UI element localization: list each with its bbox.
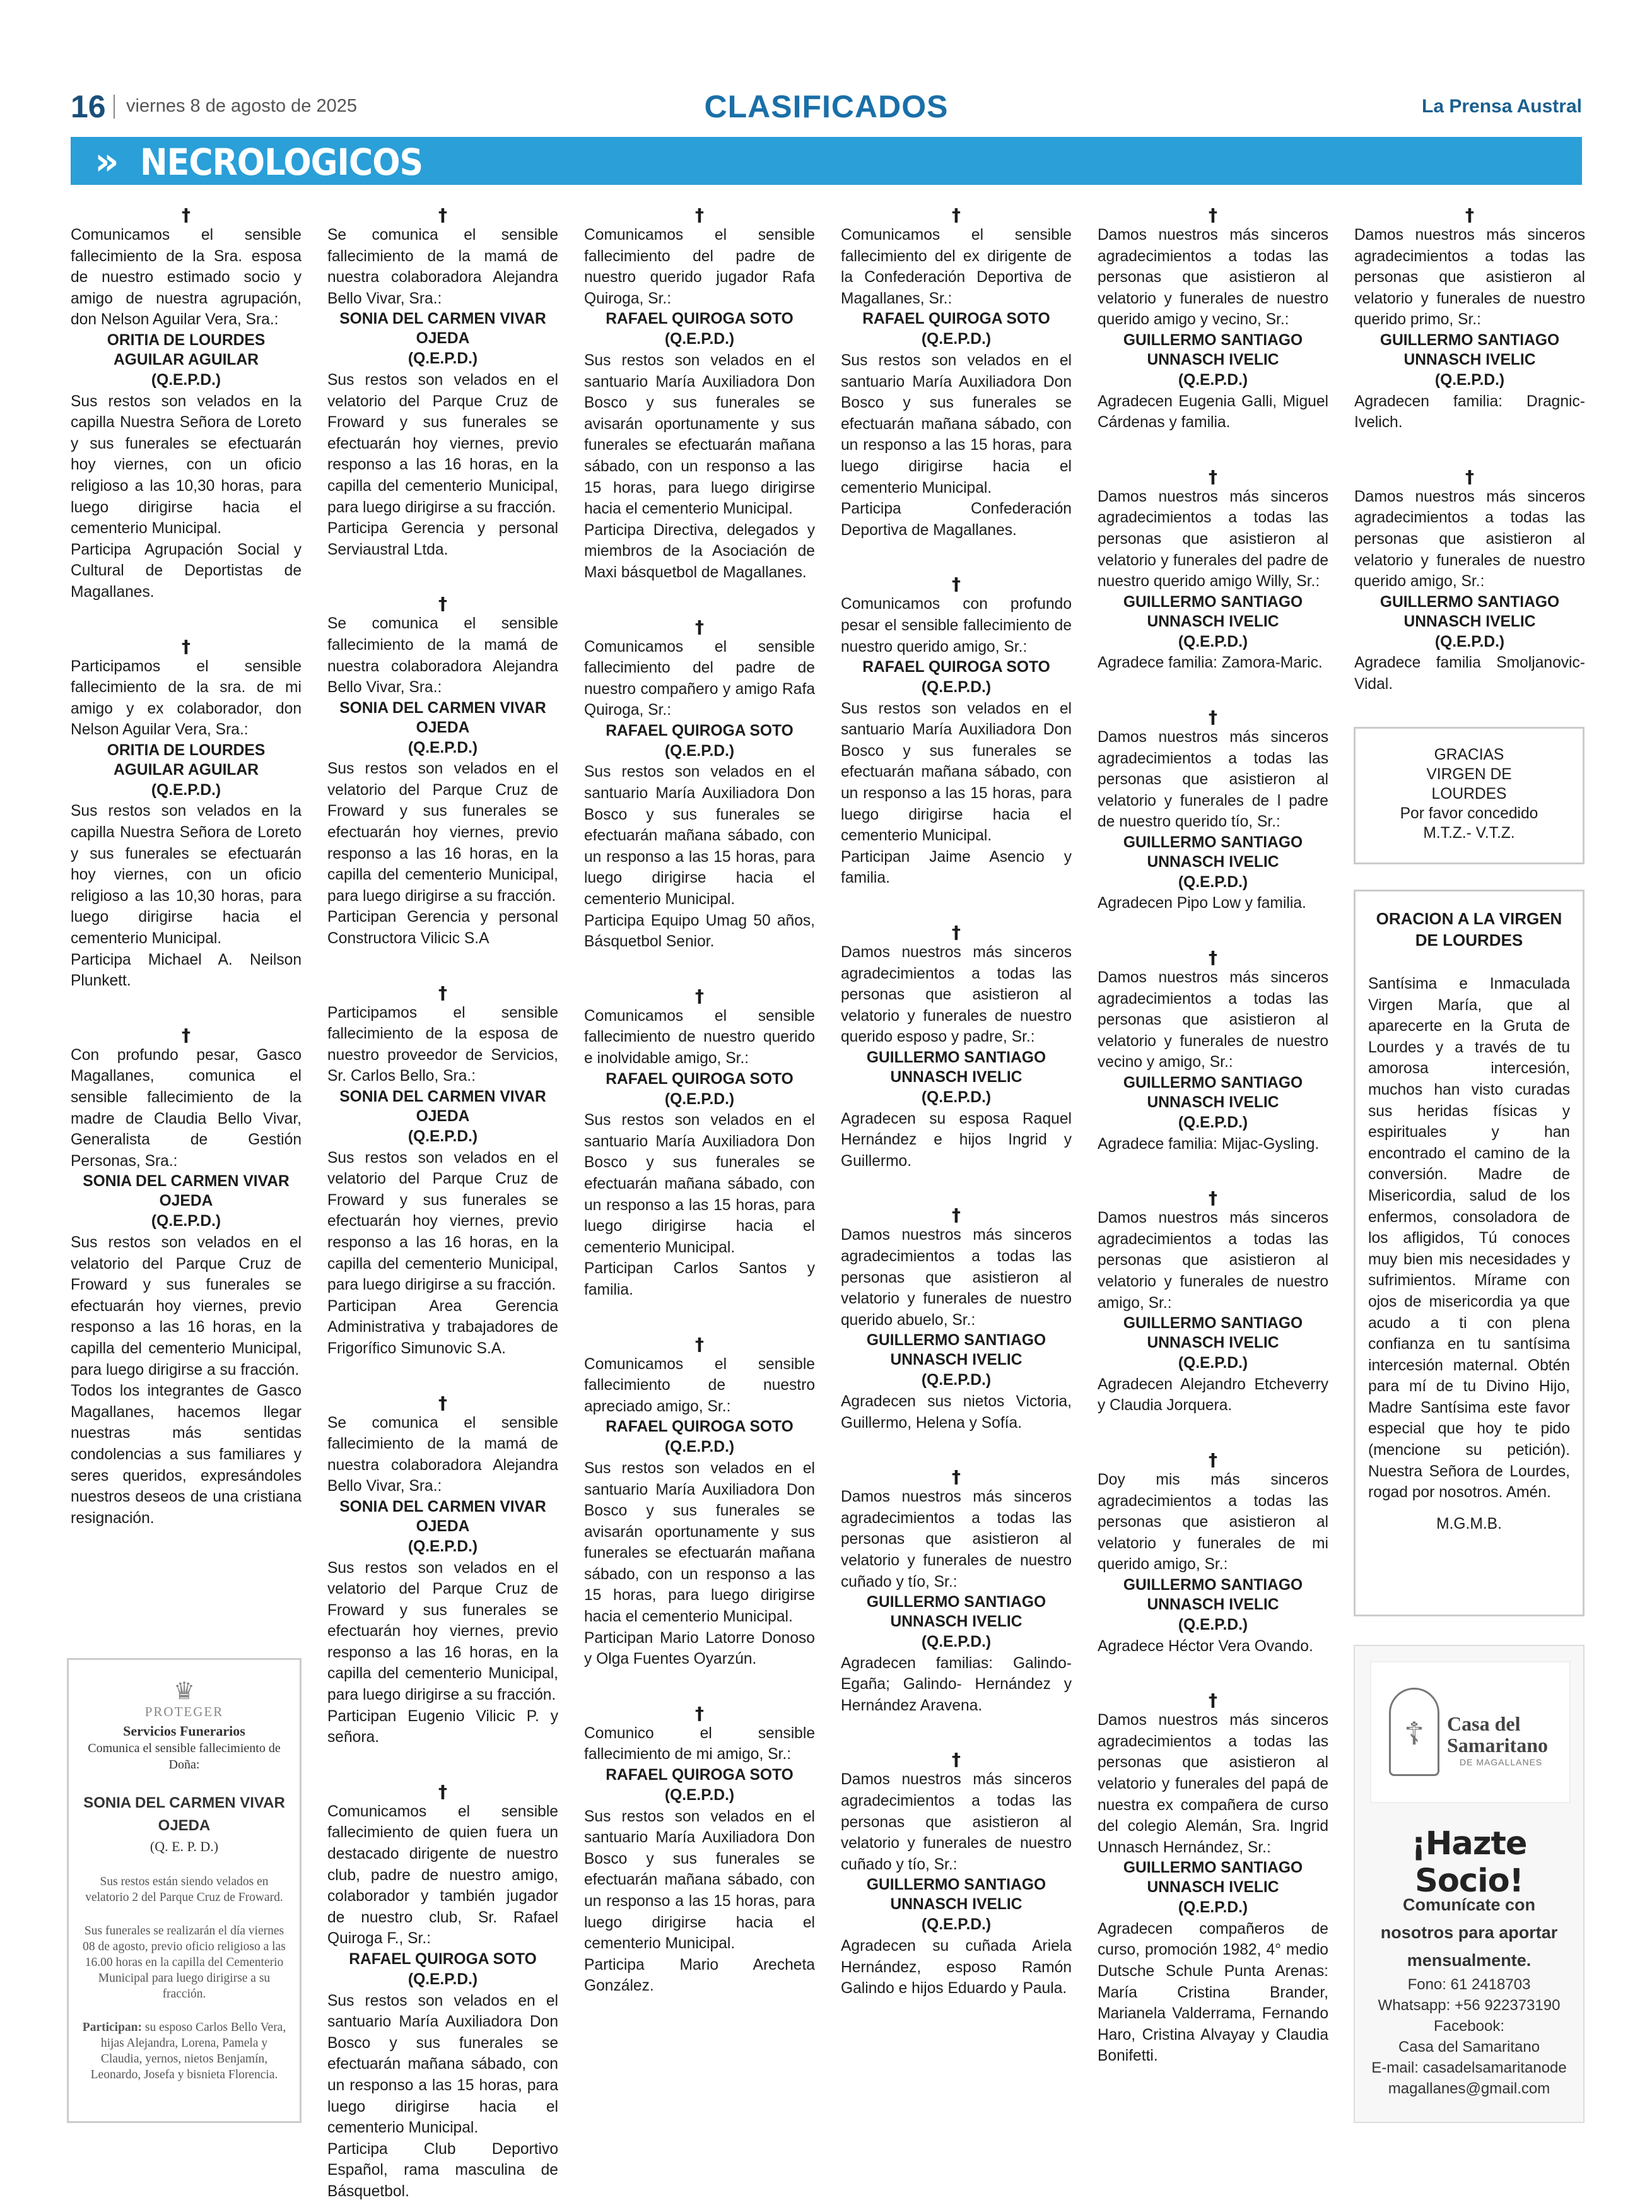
page-number: 16 bbox=[71, 89, 106, 124]
column-1 bbox=[71, 206, 302, 1563]
hazte-socio-heading: ¡Hazte Socio! bbox=[1411, 1825, 1527, 1900]
cross-icon: † bbox=[1209, 1690, 1217, 1711]
ad-qepd: (Q. E. P. D.) bbox=[149, 1838, 219, 1854]
notice-intro: Se comunica el sensible fallecimiento de la mamá de nuestra colaboradora Alejandra Bello Vivar, Sra.: bbox=[327, 615, 558, 697]
gracias-line-3: LOURDES bbox=[1431, 785, 1507, 803]
samaritano-whatsapp: Whatsapp: +56 922373190 bbox=[1378, 1997, 1561, 2014]
cross-icon: † bbox=[1209, 204, 1217, 225]
obituary-notice bbox=[1354, 468, 1585, 695]
oracion-title: ORACION A LA VIRGEN DE LOURDES bbox=[1376, 909, 1562, 950]
cross-icon: † bbox=[695, 1333, 704, 1355]
notice-intro: Comunicamos el sensible fallecimiento de quien fuera un destacado dirigente de nuestro club, padre de nuestro amigo, colaborador y también jugador de nuestro club, Sr. Rafael Quiroga F., Sr.: bbox=[327, 1803, 558, 1948]
obituary-notice bbox=[841, 1468, 1072, 1716]
notice-signers: Participa Michael A. Neilson Plunkett. bbox=[71, 951, 302, 990]
cross-icon: † bbox=[952, 1749, 961, 1770]
qepd-label: (Q.E.P.D.) bbox=[1434, 371, 1505, 389]
deceased-name: GUILLERMO SANTIAGO UNNASCH IVELIC bbox=[1123, 1315, 1303, 1352]
oracion-body: Santísima e Inmaculada Virgen María, que al aparecerte en la Gruta de Lourdes y a través de tu amorosa intercesión, muchos han visto curadas sus heridas físicas y espirituales y han encontrado el camino de la conversión. Madre de Misericordia, salud de los enfermos, consoladora de los afligidos, Tú conoces muy bien mis necesidades y sufrimientos. Mírame con ojos de misericordia ya que acudo a ti con plena confianza en tu santísima intercesión maternal. Obtén para mí de tu Divino Hijo, Madre Santísima este favor especial que hoy te pido (mencione su petición). Nuestra Señora de Lourdes, rogad por nosotros. Amén. bbox=[1368, 975, 1570, 1502]
notice-intro: Se comunica el sensible fallecimiento de la mamá de nuestra colaboradora Alejandra Bello Vivar, Sra.: bbox=[327, 1414, 558, 1495]
deceased-name: SONIA DEL CARMEN VIVAR OJEDA bbox=[339, 699, 546, 736]
notice-signers: Participa Equipo Umag 50 años, Básquetbol Senior. bbox=[584, 912, 815, 951]
banner-title: NECROLOGICOS bbox=[140, 141, 423, 184]
qepd-label: (Q.E.P.D.) bbox=[921, 1633, 992, 1651]
gracias-line-4: Por favor concedido bbox=[1400, 805, 1538, 822]
qepd-label: (Q.E.P.D.) bbox=[407, 1538, 478, 1555]
gracias-line-2: VIRGEN DE bbox=[1426, 766, 1512, 783]
ad-heading: Servicios Funerarios bbox=[123, 1723, 245, 1739]
notice-signers: Agradecen su cuñada Ariela Hernández, esposo Ramón Galindo e hijos Eduardo y Paula. bbox=[841, 1938, 1072, 1997]
ad-participan-text: su esposo Carlos Bello Vera, hijas Alejandra, Lorena, Pamela y Claudia, yernos, nietos Benjamín, Leonardo, Josefa y bisnieta Florencia. bbox=[90, 2021, 286, 2081]
deceased-name: ORITIA DE LOURDES AGUILAR AGUILAR bbox=[107, 741, 266, 779]
notice-signers: Participa Mario Arecheta González. bbox=[584, 1956, 815, 1995]
notice-details: Sus restos son velados en la capilla Nuestra Señora de Loreto y sus funerales se efectuarán hoy viernes, con un oficio religioso a las 10,30 horas, para luego dirigirse hacia el cementerio Municipal. bbox=[71, 392, 302, 538]
notice-details: Sus restos son velados en el santuario María Auxiliadora Don Bosco y sus funerales se avisarán oportunamente y sus funerales se efectuarán mañana sábado, con un responso a las 15 horas, para luego dirigirse hacia el cementerio Municipal. bbox=[584, 351, 815, 518]
qepd-label: (Q.E.P.D.) bbox=[921, 679, 992, 697]
obituary-notice bbox=[1098, 206, 1328, 433]
qepd-label: (Q.E.P.D.) bbox=[1178, 1114, 1248, 1132]
cross-icon: † bbox=[1465, 466, 1474, 487]
deceased-name: GUILLERMO SANTIAGO UNNASCH IVELIC bbox=[1380, 331, 1560, 368]
notice-signers: Agradece familia Smoljanovic- Vidal. bbox=[1354, 654, 1585, 693]
qepd-label: (Q.E.P.D.) bbox=[1178, 1355, 1248, 1372]
qepd-label: (Q.E.P.D.) bbox=[1178, 1616, 1248, 1633]
obituary-notice bbox=[841, 575, 1072, 889]
ad-funerales: Sus funerales se realizarán el día viernes 08 de agosto, previo oficio religioso a las 16.00 horas en la capilla del Cementerio Municipal para luego dirigirse a su fracción. bbox=[83, 1924, 286, 2001]
crown-icon: ♛ bbox=[173, 1678, 196, 1705]
samaritano-message: Comunícate con nosotros para aportar mensualmente. bbox=[1380, 1895, 1558, 1970]
obituary-notice bbox=[584, 1704, 815, 1997]
qepd-label: (Q.E.P.D.) bbox=[151, 371, 221, 389]
notice-intro: Damos nuestros más sinceros agradecimientos a todas las personas que asistieron al velatorio y funerales de nuestro vecino y amigo, Sr.: bbox=[1098, 969, 1328, 1071]
cross-icon: † bbox=[695, 1702, 704, 1724]
cross-icon: † bbox=[438, 982, 447, 1003]
deceased-name: GUILLERMO SANTIAGO UNNASCH IVELIC bbox=[1380, 593, 1560, 630]
cross-icon: † bbox=[1209, 1449, 1217, 1470]
gracias-line-5: M.T.Z.- V.T.Z. bbox=[1423, 825, 1515, 842]
samaritano-contact bbox=[1361, 1974, 1577, 2099]
obituary-notice bbox=[584, 618, 815, 953]
deceased-name: RAFAEL QUIROGA SOTO bbox=[606, 1418, 794, 1436]
notice-intro: Damos nuestros más sinceros agradecimientos a todas las personas que asistieron al velatorio y funerales de nuestro querido amigo y vecino, Sr.: bbox=[1098, 226, 1328, 329]
ad-participan bbox=[79, 2020, 290, 2083]
notice-signers: Agradecen familias: Galindo-Egaña; Galindo- Hernández y Hernández Aravena. bbox=[841, 1654, 1072, 1714]
oracion-box bbox=[1354, 890, 1585, 1616]
notice-signers: Agradece familia: Zamora-Maric. bbox=[1098, 654, 1323, 672]
obituary-notice bbox=[841, 206, 1072, 541]
obituary-notice bbox=[1098, 708, 1328, 914]
qepd-label: (Q.E.P.D.) bbox=[664, 1438, 735, 1456]
qepd-label: (Q.E.P.D.) bbox=[1434, 633, 1505, 650]
cross-icon: † bbox=[182, 1024, 190, 1045]
notice-intro: Con profundo pesar, Gasco Magallanes, comunica el sensible fallecimiento de la madre de Claudia Bello Vivar, Generalista de Gestión Personas, Sra.: bbox=[71, 1046, 302, 1170]
notice-details: Sus restos son velados en el santuario María Auxiliadora Don Bosco y sus funerales se efectuarán mañana sábado, con un responso a las 15 horas, para luego dirigirse hacia el cementerio Municipal. bbox=[327, 1992, 558, 2137]
notice-signers: Participan Jaime Asencio y familia. bbox=[841, 848, 1072, 887]
deceased-name: RAFAEL QUIROGA SOTO bbox=[606, 310, 794, 328]
notice-signers: Participa Agrupación Social y Cultural de Deportistas de Magallanes. bbox=[71, 541, 302, 601]
samaritano-phone: Fono: 61 2418703 bbox=[1407, 1976, 1531, 1993]
notice-signers: Participan Eugenio Vilicic P. y señora. bbox=[327, 1707, 558, 1746]
qepd-label: (Q.E.P.D.) bbox=[664, 1787, 735, 1804]
notice-signers: Agradecen Eugenia Galli, Miguel Cárdenas y familia. bbox=[1098, 392, 1328, 432]
cross-icon: † bbox=[438, 1780, 447, 1802]
qepd-label: (Q.E.P.D.) bbox=[664, 742, 735, 760]
qepd-label: (Q.E.P.D.) bbox=[1178, 873, 1248, 891]
notice-details: Sus restos son velados en el velatorio del Parque Cruz de Froward y sus funerales se efectuarán hoy viernes, previo responso a las 16 horas, en la capilla del cementerio Municipal, para luego dirigirse a su fracción. bbox=[71, 1233, 302, 1379]
samaritano-logo-icon: ☦ bbox=[1389, 1688, 1439, 1776]
notice-details: Sus restos son velados en el santuario María Auxiliadora Don Bosco y sus funerales se efectuarán mañana sábado, con un responso a las 15 horas, para luego dirigirse hacia el cementerio Municipal. bbox=[841, 351, 1072, 497]
notice-signers: Agradecen familia: Dragnic-Ivelich. bbox=[1354, 392, 1585, 432]
deceased-name: GUILLERMO SANTIAGO UNNASCH IVELIC bbox=[1123, 1074, 1303, 1112]
qepd-label: (Q.E.P.D.) bbox=[407, 1128, 478, 1145]
deceased-name: RAFAEL QUIROGA SOTO bbox=[349, 1951, 537, 1968]
notice-intro: Comunico el sensible fallecimiento de mi amigo, Sr.: bbox=[584, 1724, 815, 1763]
chevron-icon: » bbox=[95, 139, 119, 184]
qepd-label: (Q.E.P.D.) bbox=[407, 350, 478, 368]
cross-icon: † bbox=[438, 593, 447, 615]
deceased-name: RAFAEL QUIROGA SOTO bbox=[606, 1767, 794, 1784]
deceased-name: GUILLERMO SANTIAGO UNNASCH IVELIC bbox=[1123, 1576, 1303, 1613]
notice-intro: Damos nuestros más sinceros agradecimientos a todas las personas que asistieron al velatorio y funerales de nuestro querido amigo, Sr.: bbox=[1354, 488, 1585, 591]
notice-signers: Todos los integrantes de Gasco Magallanes, hacemos llegar nuestras más sentidas condolencias a sus familiares y seres queridos, expresándoles nuestros deseos de una cristiana resignación. bbox=[71, 1382, 302, 1527]
notice-intro: Doy mis más sinceros agradecimientos a todas las personas que asistieron al velatorio y funerales de mi querido amigo, Sr.: bbox=[1098, 1471, 1328, 1574]
notice-intro: Comunicamos el sensible fallecimiento del padre de nuestro compañero y amigo Rafa Quiroga, Sr.: bbox=[584, 638, 815, 719]
obituary-notice bbox=[1098, 468, 1328, 674]
notice-signers: Participan Area Gerencia Administrativa y trabajadores de Frigorífico Simunovic S.A. bbox=[327, 1297, 558, 1357]
obituary-notice bbox=[327, 984, 558, 1360]
qepd-label: (Q.E.P.D.) bbox=[664, 1090, 735, 1108]
samaritano-subtitle: DE MAGALLANES bbox=[1460, 1757, 1543, 1767]
obituary-notice bbox=[71, 206, 302, 603]
casa-samaritano-ad bbox=[1354, 1645, 1585, 2123]
obituary-notice bbox=[584, 1335, 815, 1670]
notice-intro: Comunicamos el sensible fallecimiento de la Sra. esposa de nuestro estimado socio y amigo de nuestra agrupación, don Nelson Aguilar Vera, Sra.: bbox=[71, 226, 302, 329]
deceased-name: RAFAEL QUIROGA SOTO bbox=[862, 310, 1050, 328]
cross-icon: † bbox=[182, 204, 190, 225]
notice-intro: Comunicamos el sensible fallecimiento de nuestro querido e inolvidable amigo, Sr.: bbox=[584, 1007, 815, 1067]
newspaper-logo: La Prensa Austral bbox=[1422, 96, 1582, 117]
ad-participan-label: Participan: bbox=[82, 2021, 143, 2034]
notice-intro: Damos nuestros más sinceros agradecimientos a todas las personas que asistieron al velatorio y funerales del papá de nuestra ex compañera de curso del colegio Alemán, Sra. Ingrid Unnasch Hernández, Sr.: bbox=[1098, 1712, 1328, 1856]
samaritano-facebook-label: Facebook: bbox=[1433, 2018, 1505, 2035]
cross-icon: † bbox=[1209, 706, 1217, 727]
deceased-name: GUILLERMO SANTIAGO UNNASCH IVELIC bbox=[1123, 833, 1303, 871]
cross-icon: † bbox=[1209, 466, 1217, 487]
qepd-label: (Q.E.P.D.) bbox=[921, 1916, 992, 1934]
qepd-label: (Q.E.P.D.) bbox=[921, 331, 992, 348]
cross-icon: † bbox=[1209, 947, 1217, 968]
qepd-label: (Q.E.P.D.) bbox=[407, 739, 478, 756]
notice-intro: Damos nuestros más sinceros agradecimientos a todas las personas que asistieron al velatorio y funerales de nuestro amigo, Sr.: bbox=[1098, 1209, 1328, 1312]
cross-icon: † bbox=[952, 204, 961, 225]
notice-intro: Participamos el sensible fallecimiento de la esposa de nuestro proveedor de Servicios, Sr. Carlos Bello, Sra.: bbox=[327, 1004, 558, 1085]
gracias-line-1: GRACIAS bbox=[1434, 746, 1504, 763]
notice-details: Sus restos son velados en el santuario María Auxiliadora Don Bosco y sus funerales se efectuarán mañana sábado, con un responso a las 15 horas, para luego dirigirse hacia el cementerio Municipal. bbox=[584, 763, 815, 909]
qepd-label: (Q.E.P.D.) bbox=[1178, 633, 1248, 650]
deceased-name: RAFAEL QUIROGA SOTO bbox=[862, 659, 1050, 676]
notice-signers: Agradece Héctor Vera Ovando. bbox=[1098, 1637, 1313, 1655]
cross-icon: † bbox=[695, 204, 704, 225]
notice-intro: Damos nuestros más sinceros agradecimientos a todas las personas que asistieron al velatorio y funerales del padre de nuestro querido amigo Willy, Sr.: bbox=[1098, 488, 1328, 591]
obituary-notice bbox=[1098, 948, 1328, 1155]
notice-signers: Agradecen compañeros de curso, promoción 1982, 4° medio Dutsche Schule Punta Arenas: María Cristina Brander, Marianela Valderrama, Fernando Haro, Cristina Alvayay y Claudia Bonifetti. bbox=[1098, 1920, 1328, 2065]
necrologicos-banner bbox=[71, 137, 1582, 185]
notice-signers: Agradecen sus nietos Victoria, Guillermo, Helena y Sofía. bbox=[841, 1392, 1072, 1432]
obituary-notice bbox=[1098, 1189, 1328, 1416]
ad-velado: Sus restos están siendo velados en velatorio 2 del Parque Cruz de Froward. bbox=[85, 1875, 283, 1904]
samaritano-title-1: Casa del bbox=[1447, 1712, 1521, 1735]
ad-brand: PROTEGER bbox=[144, 1704, 224, 1719]
notice-signers: Agradecen Pipo Low y familia. bbox=[1098, 895, 1306, 912]
obituary-notice bbox=[327, 594, 558, 949]
column-4 bbox=[841, 206, 1072, 2033]
notice-intro: Comunicamos el sensible fallecimiento del padre de nuestro querido jugador Rafa Quiroga, Sr.: bbox=[584, 226, 815, 307]
notice-intro: Damos nuestros más sinceros agradecimientos a todas las personas que asistieron al velatorio y funerales de l padre de nuestro querido tío, Sr.: bbox=[1098, 728, 1328, 831]
cross-icon: † bbox=[952, 1466, 961, 1488]
notice-signers: Agradece familia: Mijac-Gysling. bbox=[1098, 1135, 1320, 1153]
page-date: viernes 8 de agosto de 2025 bbox=[126, 96, 357, 116]
obituary-notice bbox=[1354, 206, 1585, 433]
deceased-name: ORITIA DE LOURDES AGUILAR AGUILAR bbox=[107, 331, 266, 368]
cross-icon: † bbox=[182, 635, 190, 657]
section-title: CLASIFICADOS bbox=[704, 89, 949, 124]
notice-signers: Participa Club Deportivo Español, rama masculina de Básquetbol. bbox=[327, 2140, 558, 2200]
deceased-name: GUILLERMO SANTIAGO UNNASCH IVELIC bbox=[866, 1876, 1046, 1914]
notice-signers: Participan Mario Latorre Donoso y Olga Fuentes Oyarzún. bbox=[584, 1629, 815, 1668]
qepd-label: (Q.E.P.D.) bbox=[921, 1089, 992, 1106]
oracion-signature: M.G.M.B. bbox=[1436, 1515, 1502, 1533]
deceased-name: SONIA DEL CARMEN VIVAR OJEDA bbox=[83, 1173, 290, 1210]
qepd-label: (Q.E.P.D.) bbox=[407, 1971, 478, 1988]
obituary-notice bbox=[841, 923, 1072, 1172]
deceased-name: GUILLERMO SANTIAGO UNNASCH IVELIC bbox=[866, 1332, 1046, 1369]
obituary-notice bbox=[841, 1750, 1072, 1999]
deceased-name: SONIA DEL CARMEN VIVAR OJEDA bbox=[339, 1088, 546, 1125]
samaritano-logo-panel bbox=[1370, 1661, 1571, 1803]
ad-subtitle: Comunica el sensible fallecimiento de Doña: bbox=[88, 1741, 281, 1772]
obituary-notice bbox=[1098, 1450, 1328, 1657]
qepd-label: (Q.E.P.D.) bbox=[664, 331, 735, 348]
notice-details: Sus restos son velados en el santuario María Auxiliadora Don Bosco y sus funerales se efectuarán mañana sábado, con un responso a las 15 horas, para luego dirigirse hacia el cementerio Municipal. bbox=[841, 700, 1072, 845]
funeral-service-ad bbox=[67, 1658, 302, 2123]
obituary-notice bbox=[71, 637, 302, 992]
samaritano-facebook: Casa del Samaritano bbox=[1398, 2038, 1540, 2056]
qepd-label: (Q.E.P.D.) bbox=[1178, 1899, 1248, 1917]
notice-intro: Comunicamos el sensible fallecimiento de nuestro apreciado amigo, Sr.: bbox=[584, 1355, 815, 1415]
page-header bbox=[71, 88, 1582, 126]
obituary-notice bbox=[327, 1782, 558, 2203]
deceased-name: GUILLERMO SANTIAGO UNNASCH IVELIC bbox=[866, 1049, 1046, 1086]
notice-signers: Agradecen Alejandro Etcheverry y Claudia Jorquera. bbox=[1098, 1375, 1328, 1415]
cross-icon: † bbox=[952, 1204, 961, 1226]
column-2 bbox=[327, 206, 558, 2212]
deceased-name: RAFAEL QUIROGA SOTO bbox=[606, 1070, 794, 1088]
obituary-notice bbox=[1098, 1691, 1328, 2067]
qepd-label: (Q.E.P.D.) bbox=[921, 1372, 992, 1389]
notice-intro: Se comunica el sensible fallecimiento de la mamá de nuestra colaboradora Alejandra Bello Vivar, Sra.: bbox=[327, 226, 558, 307]
deceased-name: SONIA DEL CARMEN VIVAR OJEDA bbox=[339, 1498, 546, 1535]
notice-details: Sus restos son velados en el velatorio del Parque Cruz de Froward y sus funerales se efectuarán hoy viernes, previo responso a las 16 horas, en la capilla del cementerio Municipal, para luego dirigirse a su fracción. bbox=[327, 1559, 558, 1704]
notice-intro: Damos nuestros más sinceros agradecimientos a todas las personas que asistieron al velatorio y funerales de nuestro querido primo, Sr.: bbox=[1354, 226, 1585, 329]
qepd-label: (Q.E.P.D.) bbox=[1178, 371, 1248, 389]
qepd-label: (Q.E.P.D.) bbox=[151, 1213, 221, 1230]
notice-signers: Agradecen su esposa Raquel Hernández e hijos Ingrid y Guillermo. bbox=[841, 1110, 1072, 1170]
notice-signers: Participa Confederación Deportiva de Magallanes. bbox=[841, 500, 1072, 539]
notice-intro: Comunicamos con profundo pesar el sensible fallecimiento de nuestro querido amigo, Sr.: bbox=[841, 596, 1072, 656]
cross-icon: † bbox=[695, 616, 704, 637]
deceased-name: GUILLERMO SANTIAGO UNNASCH IVELIC bbox=[866, 1594, 1046, 1631]
ad-deceased-name: SONIA DEL CARMEN VIVAR OJEDA bbox=[83, 1794, 285, 1834]
column-3 bbox=[584, 206, 815, 2031]
notice-intro: Comunicamos el sensible fallecimiento del ex dirigente de la Confederación Deportiva de Magallanes, Sr.: bbox=[841, 226, 1072, 307]
cross-icon: † bbox=[1465, 204, 1474, 225]
obituary-notice bbox=[841, 1206, 1072, 1433]
notice-details: Sus restos son velados en el santuario María Auxiliadora Don Bosco y sus funerales se avisarán oportunamente y sus funerales se efectuarán mañana sábado, con un responso a las 15 horas, para luego dirigirse hacia el cementerio Municipal. bbox=[584, 1459, 815, 1626]
deceased-name: SONIA DEL CARMEN VIVAR OJEDA bbox=[339, 310, 546, 348]
notice-intro: Damos nuestros más sinceros agradecimientos a todas las personas que asistieron al velatorio y funerales de nuestro cuñado y tío, Sr.: bbox=[841, 1488, 1072, 1591]
notice-signers: Participa Gerencia y personal Serviaustral Ltda. bbox=[327, 520, 558, 558]
cross-icon: † bbox=[438, 1392, 447, 1413]
deceased-name: GUILLERMO SANTIAGO UNNASCH IVELIC bbox=[1123, 1859, 1303, 1897]
cross-icon: † bbox=[952, 574, 961, 595]
notice-details: Sus restos son velados en la capilla Nuestra Señora de Loreto y sus funerales se efectuarán hoy viernes, con un oficio religioso a las 10,30 horas, para luego dirigirse hacia el cementerio Municipal. bbox=[71, 803, 302, 948]
notice-intro: Participamos el sensible fallecimiento de la sra. de mi amigo y ex colaborador, don Nelson Aguilar Vera, Sra.: bbox=[71, 657, 302, 739]
notice-details: Sus restos son velados en el velatorio del Parque Cruz de Froward y sus funerales se efectuarán hoy viernes, previo responso a las 16 horas, en la capilla del cementerio Municipal, para luego dirigirse a su fracción. bbox=[327, 1149, 558, 1294]
notice-details: Sus restos son velados en el santuario María Auxiliadora Don Bosco y sus funerales se efectuarán mañana sábado, con un responso a las 15 horas, para luego dirigirse hacia el cementerio Municipal. bbox=[584, 1112, 815, 1256]
gracias-virgen-box bbox=[1354, 727, 1585, 864]
notice-intro: Damos nuestros más sinceros agradecimientos a todas las personas que asistieron al velatorio y funerales de nuestro querido esposo y padre, Sr.: bbox=[841, 944, 1072, 1046]
cross-icon: † bbox=[695, 985, 704, 1006]
column-6 bbox=[1354, 206, 1585, 729]
obituary-notice bbox=[71, 1026, 302, 1529]
notice-intro: Damos nuestros más sinceros agradecimientos a todas las personas que asistieron al velatorio y funerales de nuestro cuñado y tío, Sr.: bbox=[841, 1771, 1072, 1873]
samaritano-title-2: Samaritano bbox=[1447, 1734, 1548, 1756]
qepd-label: (Q.E.P.D.) bbox=[151, 781, 221, 799]
cross-icon: † bbox=[1209, 1187, 1217, 1209]
obituary-notice bbox=[327, 206, 558, 560]
notice-details: Sus restos son velados en el santuario María Auxiliadora Don Bosco y sus funerales se efectuarán mañana sábado, con un responso a las 15 horas, para luego dirigirse hacia el cementerio Municipal. bbox=[584, 1808, 815, 1953]
notice-signers: Participan Carlos Santos y familia. bbox=[584, 1260, 815, 1298]
obituary-notice bbox=[584, 206, 815, 584]
obituary-notice bbox=[327, 1394, 558, 1748]
column-5 bbox=[1098, 206, 1328, 2101]
deceased-name: RAFAEL QUIROGA SOTO bbox=[606, 722, 794, 739]
deceased-name: GUILLERMO SANTIAGO UNNASCH IVELIC bbox=[1123, 593, 1303, 630]
notice-details: Sus restos son velados en el velatorio del Parque Cruz de Froward y sus funerales se efectuarán hoy viernes, previo responso a las 16 horas, en la capilla del cementerio Municipal, para luego dirigirse a su fracción. bbox=[327, 371, 558, 516]
notice-signers: Participan Gerencia y personal Constructora Vilicic S.A bbox=[327, 909, 558, 948]
obituary-notice bbox=[584, 987, 815, 1301]
samaritano-title bbox=[1447, 1713, 1548, 1756]
cross-icon: † bbox=[952, 922, 961, 943]
samaritano-email: E-mail: casadelsamaritanode magallanes@gmail.com bbox=[1371, 2059, 1567, 2097]
deceased-name: GUILLERMO SANTIAGO UNNASCH IVELIC bbox=[1123, 331, 1303, 368]
notice-details: Sus restos son velados en el velatorio del Parque Cruz de Froward y sus funerales se efectuarán hoy viernes, previo responso a las 16 horas, en la capilla del cementerio Municipal, para luego dirigirse a su fracción. bbox=[327, 760, 558, 905]
notice-signers: Participa Directiva, delegados y miembros de la Asociación de Maxi básquetbol de Magallanes. bbox=[584, 521, 815, 581]
cross-icon: † bbox=[438, 204, 447, 225]
notice-intro: Damos nuestros más sinceros agradecimientos a todas las personas que asistieron al velatorio y funerales de nuestro querido abuelo, Sr.: bbox=[841, 1227, 1072, 1329]
